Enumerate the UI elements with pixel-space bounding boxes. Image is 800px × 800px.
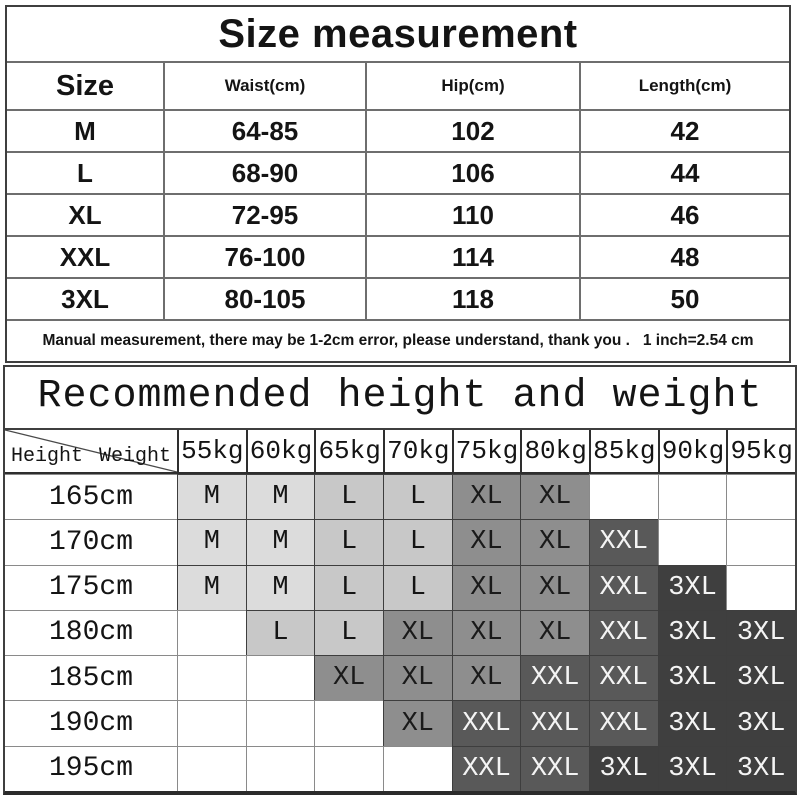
size-recommendation-cell: XL (452, 474, 521, 519)
height-row-header: 195cm (5, 746, 177, 791)
measurement-value-cell: 50 (579, 277, 789, 319)
size-recommendation-cell: M (246, 474, 315, 519)
size-measurement-title: Size measurement (7, 7, 789, 63)
size-recommendation-cell: 3XL (726, 746, 795, 791)
size-measurement-section (5, 5, 791, 363)
measurement-value-cell: 68-90 (163, 151, 365, 193)
size-label-cell: M (7, 109, 163, 151)
size-label-cell: 3XL (7, 277, 163, 319)
empty-cell (177, 700, 246, 745)
size-recommendation-cell: 3XL (658, 565, 727, 610)
empty-cell (314, 746, 383, 791)
measurement-value-cell: 48 (579, 235, 789, 277)
size-recommendation-cell: XL (383, 655, 452, 700)
measurement-value-cell: 72-95 (163, 193, 365, 235)
empty-cell (246, 700, 315, 745)
weight-column-header: 95kg (726, 430, 795, 474)
measurement-value-cell: 114 (365, 235, 579, 277)
height-axis-label: Height (11, 445, 84, 468)
empty-cell (177, 610, 246, 655)
size-recommendation-cell: 3XL (589, 746, 658, 791)
size-recommendation-cell: 3XL (726, 610, 795, 655)
size-recommendation-cell: XXL (520, 655, 589, 700)
weight-column-header: 70kg (383, 430, 452, 474)
recommendation-section (3, 365, 797, 795)
empty-cell (726, 565, 795, 610)
size-recommendation-cell: M (246, 519, 315, 564)
height-row-header: 180cm (5, 610, 177, 655)
size-measurement-table (7, 63, 789, 319)
size-recommendation-cell: L (383, 519, 452, 564)
size-recommendation-cell: XXL (589, 655, 658, 700)
measurement-value-cell: 118 (365, 277, 579, 319)
weight-column-header: 80kg (520, 430, 589, 474)
size-recommendation-cell: XXL (589, 700, 658, 745)
measurement-value-cell: 42 (579, 109, 789, 151)
weight-column-header: 65kg (314, 430, 383, 474)
column-header: Hip(cm) (365, 63, 579, 109)
size-label-cell: L (7, 151, 163, 193)
corner-header-cell (5, 430, 177, 474)
height-row-header: 165cm (5, 474, 177, 519)
size-recommendation-cell: XL (520, 610, 589, 655)
weight-column-header: 75kg (452, 430, 521, 474)
empty-cell (246, 655, 315, 700)
size-recommendation-cell: 3XL (726, 655, 795, 700)
size-recommendation-cell: XL (452, 610, 521, 655)
size-recommendation-cell: L (314, 519, 383, 564)
height-row-header: 170cm (5, 519, 177, 564)
measurement-value-cell: 76-100 (163, 235, 365, 277)
empty-cell (383, 746, 452, 791)
size-recommendation-cell: 3XL (658, 655, 727, 700)
empty-cell (658, 519, 727, 564)
size-recommendation-cell: XXL (589, 610, 658, 655)
height-row-header: 185cm (5, 655, 177, 700)
measurement-value-cell: 46 (579, 193, 789, 235)
size-recommendation-cell: 3XL (658, 700, 727, 745)
size-recommendation-cell: M (177, 565, 246, 610)
empty-cell (314, 700, 383, 745)
recommendation-table (5, 430, 795, 791)
size-recommendation-cell: XL (383, 700, 452, 745)
size-recommendation-cell: XL (520, 565, 589, 610)
size-recommendation-cell: XL (452, 565, 521, 610)
size-recommendation-cell: M (177, 474, 246, 519)
size-recommendation-cell: 3XL (658, 746, 727, 791)
empty-cell (726, 474, 795, 519)
size-recommendation-cell: L (314, 474, 383, 519)
weight-column-header: 60kg (246, 430, 315, 474)
measurement-value-cell: 64-85 (163, 109, 365, 151)
size-recommendation-cell: XXL (452, 700, 521, 745)
size-recommendation-cell: L (383, 565, 452, 610)
height-row-header: 175cm (5, 565, 177, 610)
size-recommendation-cell: M (246, 565, 315, 610)
weight-column-header: 55kg (177, 430, 246, 474)
size-recommendation-cell: XL (452, 655, 521, 700)
empty-cell (658, 474, 727, 519)
size-recommendation-cell: XXL (589, 519, 658, 564)
size-recommendation-cell: XL (314, 655, 383, 700)
size-recommendation-cell: 3XL (726, 700, 795, 745)
size-label-cell: XL (7, 193, 163, 235)
size-recommendation-cell: L (246, 610, 315, 655)
empty-cell (177, 655, 246, 700)
column-header: Length(cm) (579, 63, 789, 109)
size-recommendation-cell: L (314, 610, 383, 655)
size-recommendation-cell: XXL (452, 746, 521, 791)
size-label-cell: XXL (7, 235, 163, 277)
measurement-value-cell: 80-105 (163, 277, 365, 319)
size-recommendation-cell: XL (520, 519, 589, 564)
size-recommendation-cell: XXL (520, 700, 589, 745)
empty-cell (246, 746, 315, 791)
size-recommendation-cell: L (383, 474, 452, 519)
measurement-note: Manual measurement, there may be 1-2cm error, please understand, thank you . 1 inch=2.54 cm (7, 319, 789, 361)
size-recommendation-cell: XL (520, 474, 589, 519)
empty-cell (589, 474, 658, 519)
weight-column-header: 90kg (658, 430, 727, 474)
measurement-value-cell: 102 (365, 109, 579, 151)
column-header: Waist(cm) (163, 63, 365, 109)
empty-cell (177, 746, 246, 791)
weight-axis-label: Weight (98, 445, 171, 468)
measurement-value-cell: 106 (365, 151, 579, 193)
size-recommendation-cell: L (314, 565, 383, 610)
size-recommendation-cell: M (177, 519, 246, 564)
recommendation-title: Recommended height and weight (5, 367, 795, 430)
size-recommendation-cell: 3XL (658, 610, 727, 655)
height-row-header: 190cm (5, 700, 177, 745)
measurement-value-cell: 110 (365, 193, 579, 235)
size-recommendation-cell: XXL (589, 565, 658, 610)
measurement-value-cell: 44 (579, 151, 789, 193)
size-recommendation-cell: XL (452, 519, 521, 564)
weight-column-header: 85kg (589, 430, 658, 474)
column-header: Size (55, 69, 115, 102)
size-recommendation-cell: XL (383, 610, 452, 655)
empty-cell (726, 519, 795, 564)
size-recommendation-cell: XXL (520, 746, 589, 791)
